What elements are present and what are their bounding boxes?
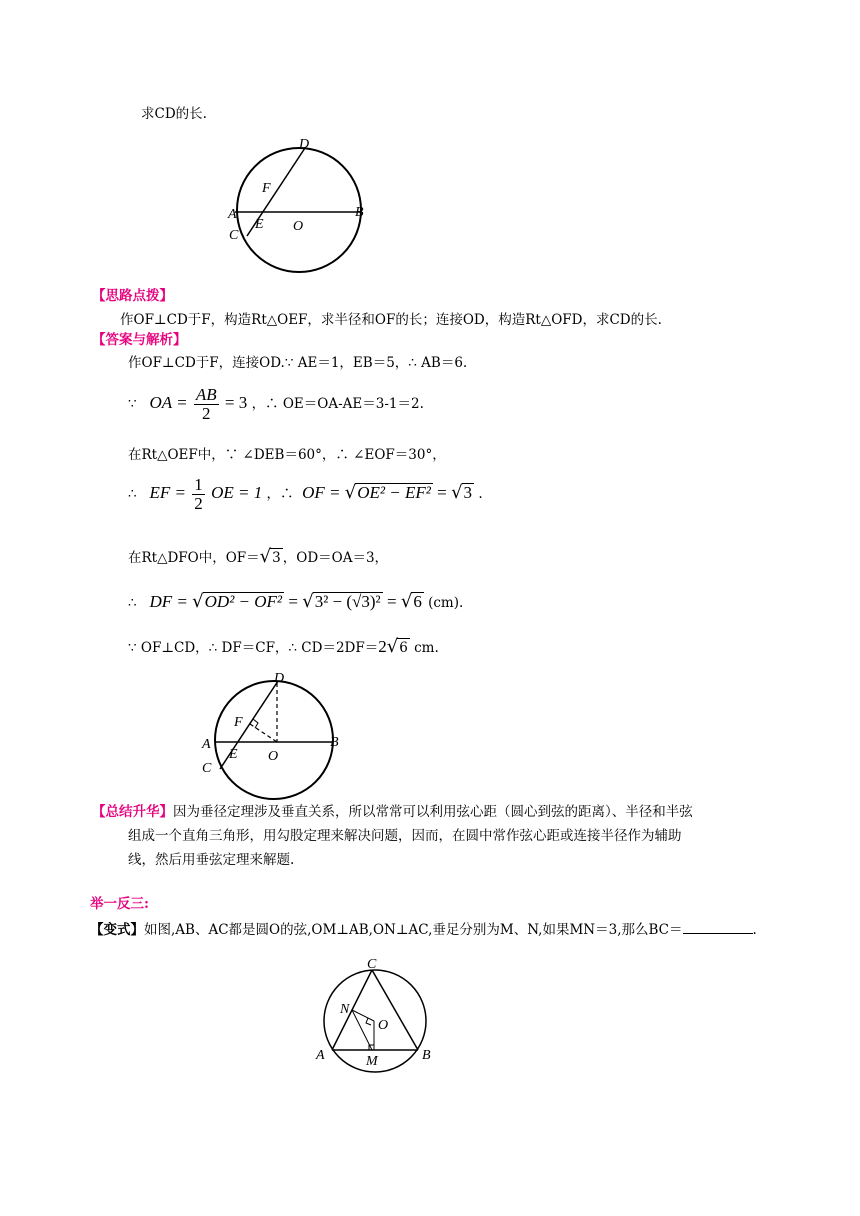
svg-text:A: A (202, 737, 211, 752)
figure-circle-2 (198, 666, 348, 806)
solution-step-1: 作OF⊥CD于F，连接OD.∵ AE＝1，EB＝5，∴ AB＝6. (128, 355, 468, 371)
solution-step-7: ∵ OF⊥CD，∴ DF＝CF，∴ CD＝2DF＝2√6 cm. (128, 636, 439, 657)
svg-text:D: D (299, 137, 310, 152)
answer-heading: 【答案与解析】 (92, 332, 187, 348)
svg-text:C: C (229, 228, 239, 243)
svg-text:B: B (422, 1048, 431, 1063)
hint-text: 作OF⊥CD于F，构造Rt△OEF，求半径和OF的长；连接OD，构造Rt△OFD，求CD的长. (120, 312, 662, 328)
practice-heading: 举一反三: (90, 896, 149, 912)
svg-text:D: D (274, 671, 285, 686)
svg-text:A: A (316, 1048, 325, 1063)
hint-heading: 【思路点拨】 (92, 288, 173, 304)
svg-text:B: B (355, 205, 364, 220)
svg-text:O: O (293, 219, 304, 234)
svg-text:E: E (255, 217, 264, 232)
svg-text:C: C (202, 761, 212, 776)
variant-question: 【变式】如图,AB、AC都是圆O的弦,OM⊥AB,ON⊥AC,垂足分别为M、N,如果MN＝3,那么BC＝ . (90, 919, 757, 939)
svg-text:E: E (229, 747, 238, 762)
svg-text:C: C (367, 957, 377, 972)
solution-step-4: ∴ EF = $\frac{1}{2}$ OE = 1 ，∴ OF = √OE² − EF² = √3 . (128, 475, 483, 513)
svg-text:M: M (366, 1054, 378, 1069)
figure-circle-3 (312, 955, 442, 1075)
svg-text:A: A (228, 207, 237, 222)
svg-text:O: O (268, 749, 279, 764)
svg-text:N: N (340, 1002, 350, 1017)
solution-step-2: ∵ OA = $\frac{AB}{2}$ = 3 ，∴ OE＝OA-AE＝3-1＝2. (128, 385, 424, 423)
question-tail: 求CD的长. (141, 106, 207, 122)
svg-text:B: B (330, 735, 339, 750)
summary-line-3: 线，然后用垂弦定理来解题. (128, 852, 295, 868)
svg-text:F: F (262, 181, 271, 196)
summary-line-1: 【总结升华】因为垂径定理涉及垂直关系，所以常常可以利用弦心距（圆心到弦的距离）、半径和半弦 (92, 804, 693, 820)
figure-circle-1 (225, 132, 375, 280)
solution-step-6: ∴ DF = √OD² − OF² = √3² − (√3)² = √6 (cm). (128, 591, 464, 612)
solution-step-3: 在Rt△OEF中，∵ ∠DEB＝60°，∴ ∠EOF＝30°， (128, 447, 446, 463)
svg-text:O: O (378, 1018, 389, 1033)
summary-line-2: 组成一个直角三角形，用勾股定理来解决问题，因而，在圆中常作弦心距或连接半径作为辅助 (128, 828, 682, 844)
solution-step-5: 在Rt△DFO中，OF＝√3 ，OD＝OA＝3， (128, 546, 389, 567)
answer-blank[interactable] (683, 919, 753, 934)
svg-text:F: F (234, 715, 243, 730)
